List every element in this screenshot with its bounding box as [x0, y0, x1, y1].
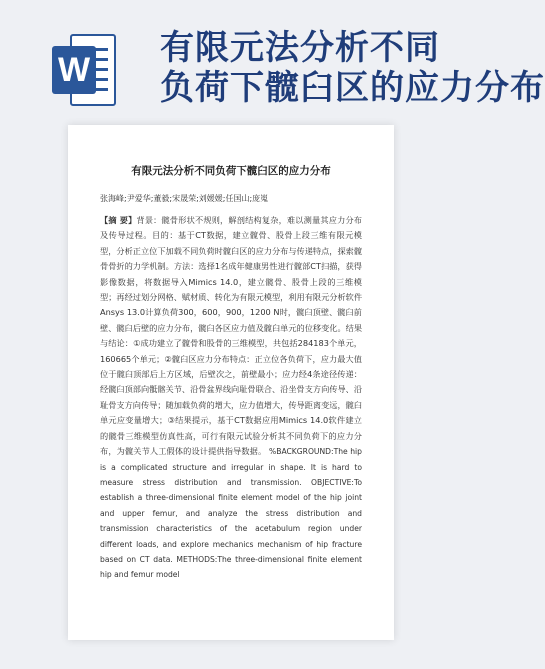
banner-title-line2: 负荷下髋臼区的应力分布 [160, 68, 545, 108]
abstract-chinese: 背景：髋骨形状不规则，解剖结构复杂，难以测量其应力分布及传导过程。目的：基于CT数据，建立髋骨、股骨上段三维有限元模型，分析正立位下加载不同负荷时髋臼区的应力分布与传递特点，探索髋骨骨折的力学机制。方法：选择1名成年健康男性进行髋部CT扫描，获得影像数据，将数据导入Mimics 14.0，建立髋骨、股骨上段的三维模型；再经过划分网格、赋材质、转化为有限元模型，利用有限元分析软件Ansys 13.0计算负荷300，600，900，1200 N时，髋臼顶壁、髋臼前壁、髋臼后壁的应力分布，髋臼各区应力值及髋臼单元的位移变化。结果与结论：①成功建立了髋骨和股骨的三维模型，共包括284183个单元，160665个单元；②髋臼区应力分布特点：正立位各负荷下，应力最大值位于髋臼顶部后上方区域，后壁次之，前壁最小；应力经4条途径传递：经髋臼顶部向骶髂关节、沿骨盆界线向耻骨联合、沿坐骨支方向传导、沿耻骨支方向传导；随加载负荷的增大，应力值增大，传导距离变远，髋臼单元应变量增大；③结果提示，基于CT数据应用Mimics 14.0软件建立的髋骨三维模型仿真性高，可行有限元试验分析其不同负荷下的应力分布，为髋关节人工假体的设计提供指导数据。 [100, 215, 363, 457]
abstract-tag: 【摘 要】 [100, 215, 137, 225]
word-document-icon [52, 28, 116, 112]
banner-title [160, 28, 545, 108]
document-title: 有限元法分析不同负荷下髋臼区的应力分布 [131, 165, 331, 177]
document-authors: 张海峰;尹爱华;董毅;宋晟荣;刘媛媛;任国山;庞嵬 [100, 194, 269, 203]
abstract-english: %BACKGROUND:The hip is a complicated structure and irregular in shape. It is hard to measure stress distribution and transmission. OBJECTIVE:To establish a three-dimensional finite element model of the hip joint and upper femur, and analyze the stress distribution and transmission characteristics of the acetabulum region under different loads, and explore mechanics mechanism of hip fracture based on CT data. METHODS:The three-dimensional finite element hip and femur model [100, 447, 362, 580]
banner-title-line1: 有限元法分析不同 [160, 28, 440, 68]
abstract-body [100, 213, 362, 583]
banner [0, 0, 545, 135]
word-logo-letter: W [52, 46, 96, 94]
document-page [68, 125, 394, 640]
